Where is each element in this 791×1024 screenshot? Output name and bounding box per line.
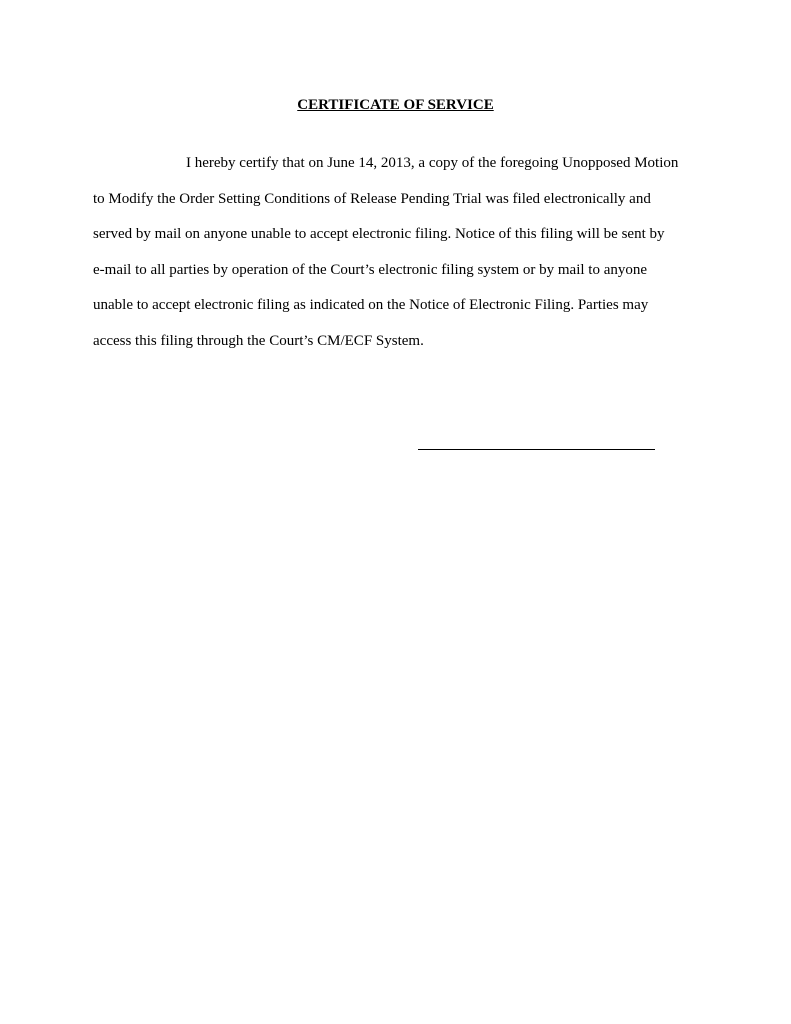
certificate-paragraph (93, 146, 713, 360)
paragraph-line: unable to accept electronic filing as indicated on the Notice of Electronic Filing. Parties may (93, 297, 649, 314)
signature-line (418, 449, 655, 450)
paragraph-line: access this filing through the Court’s CM/ECF System. (93, 332, 424, 349)
paragraph-line: served by mail on anyone unable to accept electronic filing. Notice of this filing will be sent by (93, 226, 665, 243)
paragraph-line: e-mail to all parties by operation of the Court’s electronic filing system or by mail to anyone (93, 261, 648, 278)
paragraph-line: to Modify the Order Setting Conditions of Release Pending Trial was filed electronically and (93, 190, 651, 207)
paragraph-line: I hereby certify that on June 14, 2013, a copy of the foregoing Unopposed Motion (186, 155, 679, 171)
page-title: CERTIFICATE OF SERVICE (297, 97, 494, 113)
